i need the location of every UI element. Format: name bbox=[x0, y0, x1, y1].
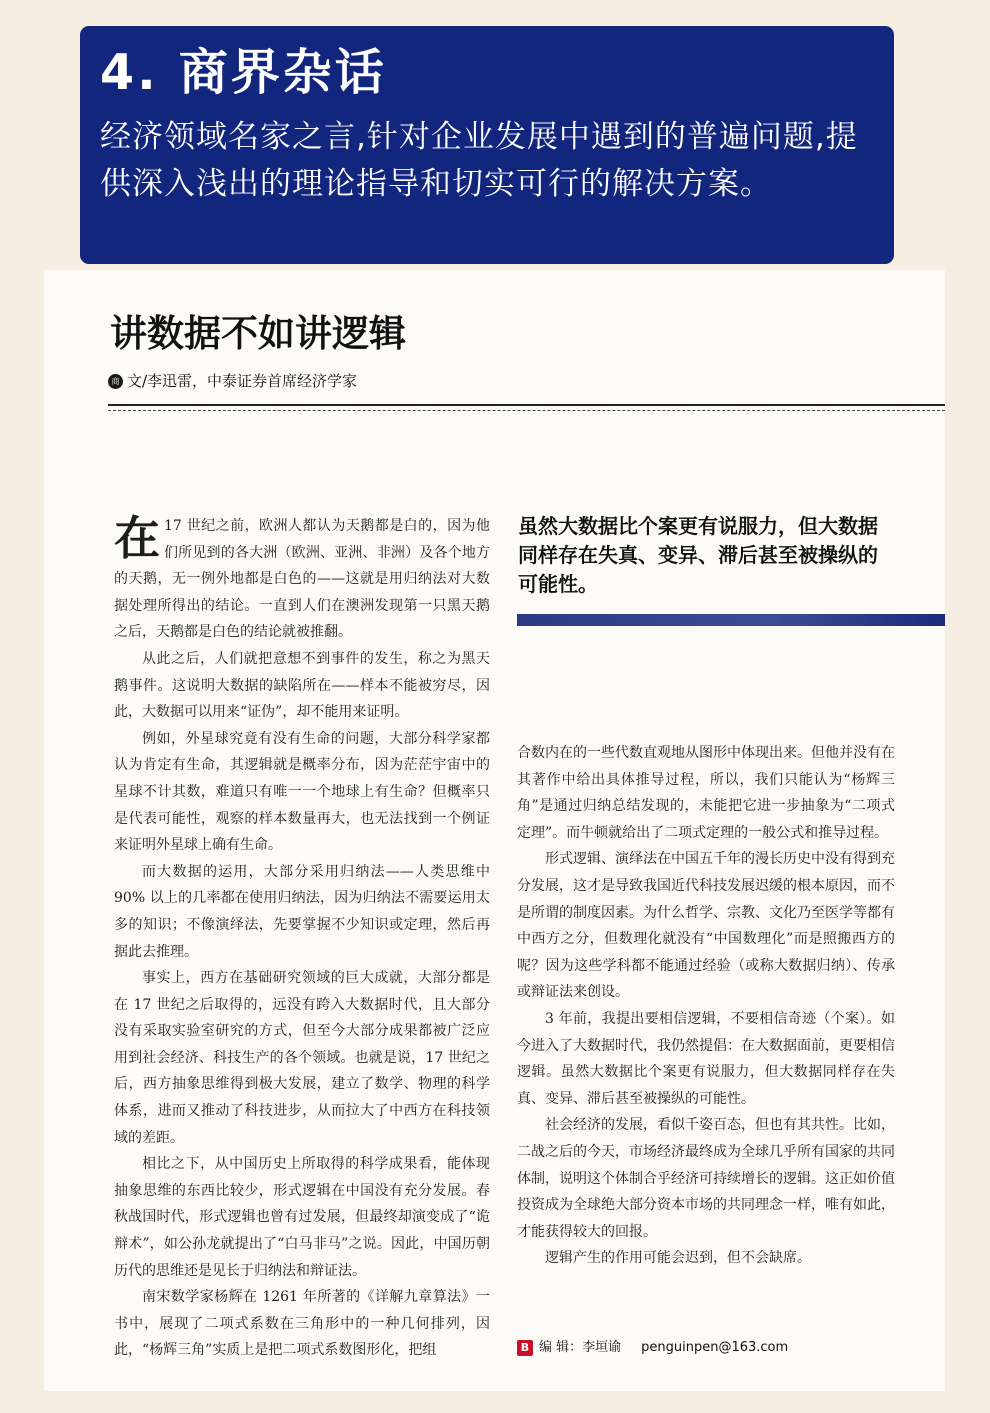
paragraph-text: 17 世纪之前，欧洲人都认为天鹅都是白的，因为他们所见到的各大洲（欧洲、亚洲、非洲）及各个地方的天鹅，无一例外地都是白色的——这就是用归纳法对大数据处理所得出的结论。一直到人们在澳洲发现第一只黑天鹅之后，天鹅都是白色的结论就被推翻。 bbox=[114, 518, 490, 641]
paragraph: 社会经济的发展，看似千姿百态，但也有其共性。比如，二战之后的今天，市场经济最终成为全球几乎所有国家的共同体制，说明这个体制合乎经济可持续增长的逻辑。这正如价值投资成为全球绝大部分资本市场的共同理念一样，唯有如此，才能获得较大的回报。 bbox=[517, 1117, 895, 1240]
paragraph: 相比之下，从中国历史上所取得的科学成果看，能体现抽象思维的东西比较少，形式逻辑在中国没有充分发展。春秋战国时代，形式逻辑也曾有过发展，但最终却演变成了“诡辩术”，如公孙龙就提出了“白马非马”之说。因此，中国历朝历代的思维还是见长于归纳法和辩证法。 bbox=[114, 1156, 490, 1279]
paragraph: 逻辑产生的作用可能会迟到，但不会缺席。 bbox=[545, 1250, 811, 1267]
section-title: 4. 商界杂话 bbox=[100, 44, 387, 101]
magazine-icon: 商 bbox=[108, 374, 123, 389]
article-title: 讲数据不如讲逻辑 bbox=[110, 312, 406, 355]
paragraph bbox=[114, 513, 490, 646]
article-column-right bbox=[517, 740, 895, 1272]
pull-quote: 虽然大数据比个案更有说服力，但大数据同样存在失真、变异、滞后甚至被操纵的可能性。 bbox=[518, 514, 878, 596]
section-banner bbox=[80, 26, 894, 264]
drop-cap: 在 bbox=[114, 511, 160, 565]
paragraph: 合数内在的一些代数直观地从图形中体现出来。但他并没有在其著作中给出具体推导过程，所以，我们只能认为“杨辉三角”是通过归纳总结发现的，未能把它进一步抽象为“二项式定理”。而牛顿就给出了二项式定理的一般公式和推导过程。 bbox=[517, 745, 895, 841]
editor-email: penguinpen@163.com bbox=[641, 1340, 789, 1355]
paragraph: 3 年前，我提出要相信逻辑，不要相信奇迹（个案）。如今进入了大数据时代，我仍然提倡：在大数据面前，更要相信逻辑。虽然大数据比个案更有说服力，但大数据同样存在失真、变异、滞后甚至被操纵的可能性。 bbox=[517, 1010, 895, 1107]
paragraph: 从此之后，人们就把意想不到事件的发生，称之为黑天鹅事件。这说明大数据的缺陷所在——样本不能被穷尽，因此，大数据可以用来“证伪”，却不能用来证明。 bbox=[114, 650, 490, 721]
divider-solid bbox=[108, 404, 945, 406]
paragraph: 南宋数学家杨辉在 1261 年所著的《详解九章算法》一书中，展现了二项式系数在三角形中的一种几何排列，因此，“杨辉三角”实质上是把二项式系数图形化，把组 bbox=[114, 1289, 490, 1359]
byline-text: 文/李迅雷，中泰证券首席经济学家 bbox=[127, 372, 358, 390]
section-description: 经济领域名家之言,针对企业发展中遇到的普遍问题,提供深入浅出的理论指导和切实可行的解决方案。 bbox=[100, 119, 858, 202]
paragraph: 例如，外星球究竟有没有生命的问题，大部分科学家都认为肯定有生命，其逻辑就是概率分布，因为茫茫宇宙中的星球不计其数，难道只有唯一一个地球上有生命？但概率只是代表可能性，观察的样本数量再大，也无法找到一个例证来证明外星球上确有生命。 bbox=[114, 730, 490, 854]
editor-footer bbox=[517, 1338, 897, 1358]
article-column-left bbox=[114, 513, 490, 1364]
brand-icon: B bbox=[517, 1340, 533, 1356]
pull-quote-bar bbox=[517, 614, 945, 626]
paragraph: 事实上，西方在基础研究领域的巨大成就，大部分都是在 17 世纪之后取得的，远没有跨入大数据时代，且大部分没有采取实验室研究的方式，但至今大部分成果都被广泛应用到社会经济、科技生产的各个领域。也就是说，17 世纪之后，西方抽象思维得到极大发展，建立了数学、物理的科学体系，进而又推动了科技进步，从而拉大了中西方在科技领域的差距。 bbox=[114, 970, 490, 1146]
divider-dashed bbox=[108, 410, 945, 411]
paragraph: 形式逻辑、演绎法在中国五千年的漫长历史中没有得到充分发展，这才是导致我国近代科技发展迟缓的根本原因，而不是所谓的制度因素。为什么哲学、宗教、文化乃至医学等都有中西方之分，但数理化就没有“中国数理化”而是照搬西方的呢？因为这些学科都不能通过经验（或称大数据归纳）、传承或辩证法来创设。 bbox=[517, 851, 895, 1001]
editor-credit: 编 辑：李垣谕 bbox=[539, 1340, 622, 1355]
byline bbox=[108, 370, 608, 392]
paragraph: 而大数据的运用，大部分采用归纳法——人类思维中 90% 以上的几率都在使用归纳法，因为归纳法不需要运用太多的知识；不像演绎法，先要掌握不少知识或定理，然后再据此去推理。 bbox=[114, 863, 490, 960]
